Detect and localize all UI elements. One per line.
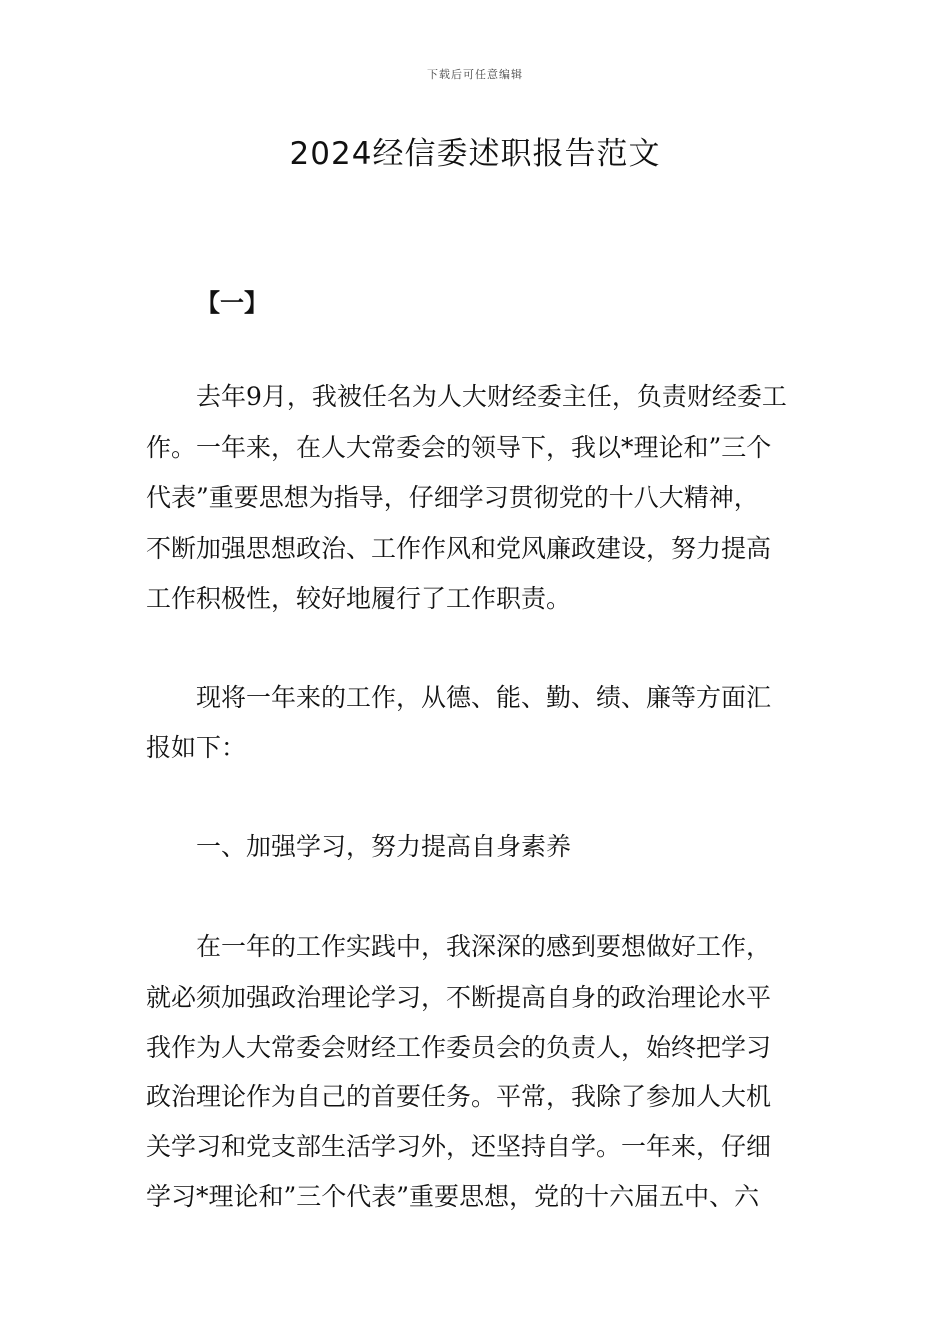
paragraph-line: 作。一年来，在人大常委会的领导下，我以*理论和”三个: [146, 433, 772, 462]
paragraph-line: 代表”重要思想为指导，仔细学习贯彻党的十八大精神，: [146, 483, 759, 512]
paragraph-line: 学习*理论和”三个代表”重要思想，党的十六届五中、六: [146, 1182, 760, 1211]
section-heading-text: 一、加强学习，努力提高自身素养: [196, 832, 572, 861]
section-marker: 【一】: [196, 289, 268, 317]
paragraph-line: 报如下：: [146, 733, 247, 762]
header-note: 下载后可任意编辑: [427, 68, 523, 81]
paragraph-line: 现将一年来的工作，从德、能、勤、绩、廉等方面汇: [196, 683, 772, 712]
paragraph-line: 政治理论作为自己的首要任务。平常，我除了参加人大机: [146, 1082, 772, 1111]
paragraph-line: 在一年的工作实践中，我深深的感到要想做好工作，: [196, 932, 772, 961]
paragraph-line: 不断加强思想政治、工作作风和党风廉政建设，努力提高: [146, 534, 772, 563]
paragraph-line: 工作积极性，较好地履行了工作职责。: [146, 584, 572, 613]
paragraph-line: 关学习和党支部生活学习外，还坚持自学。一年来，仔细: [146, 1132, 772, 1161]
paragraph-line: 我作为人大常委会财经工作委员会的负责人，始终把学习: [146, 1033, 772, 1062]
paragraph-line: 就必须加强政治理论学习，不断提高自身的政治理论水平: [146, 983, 772, 1012]
paragraph-line: 去年9月，我被任名为人大财经委主任，负责财经委工: [196, 382, 787, 411]
document-title: 2024经信委述职报告范文: [289, 136, 661, 172]
